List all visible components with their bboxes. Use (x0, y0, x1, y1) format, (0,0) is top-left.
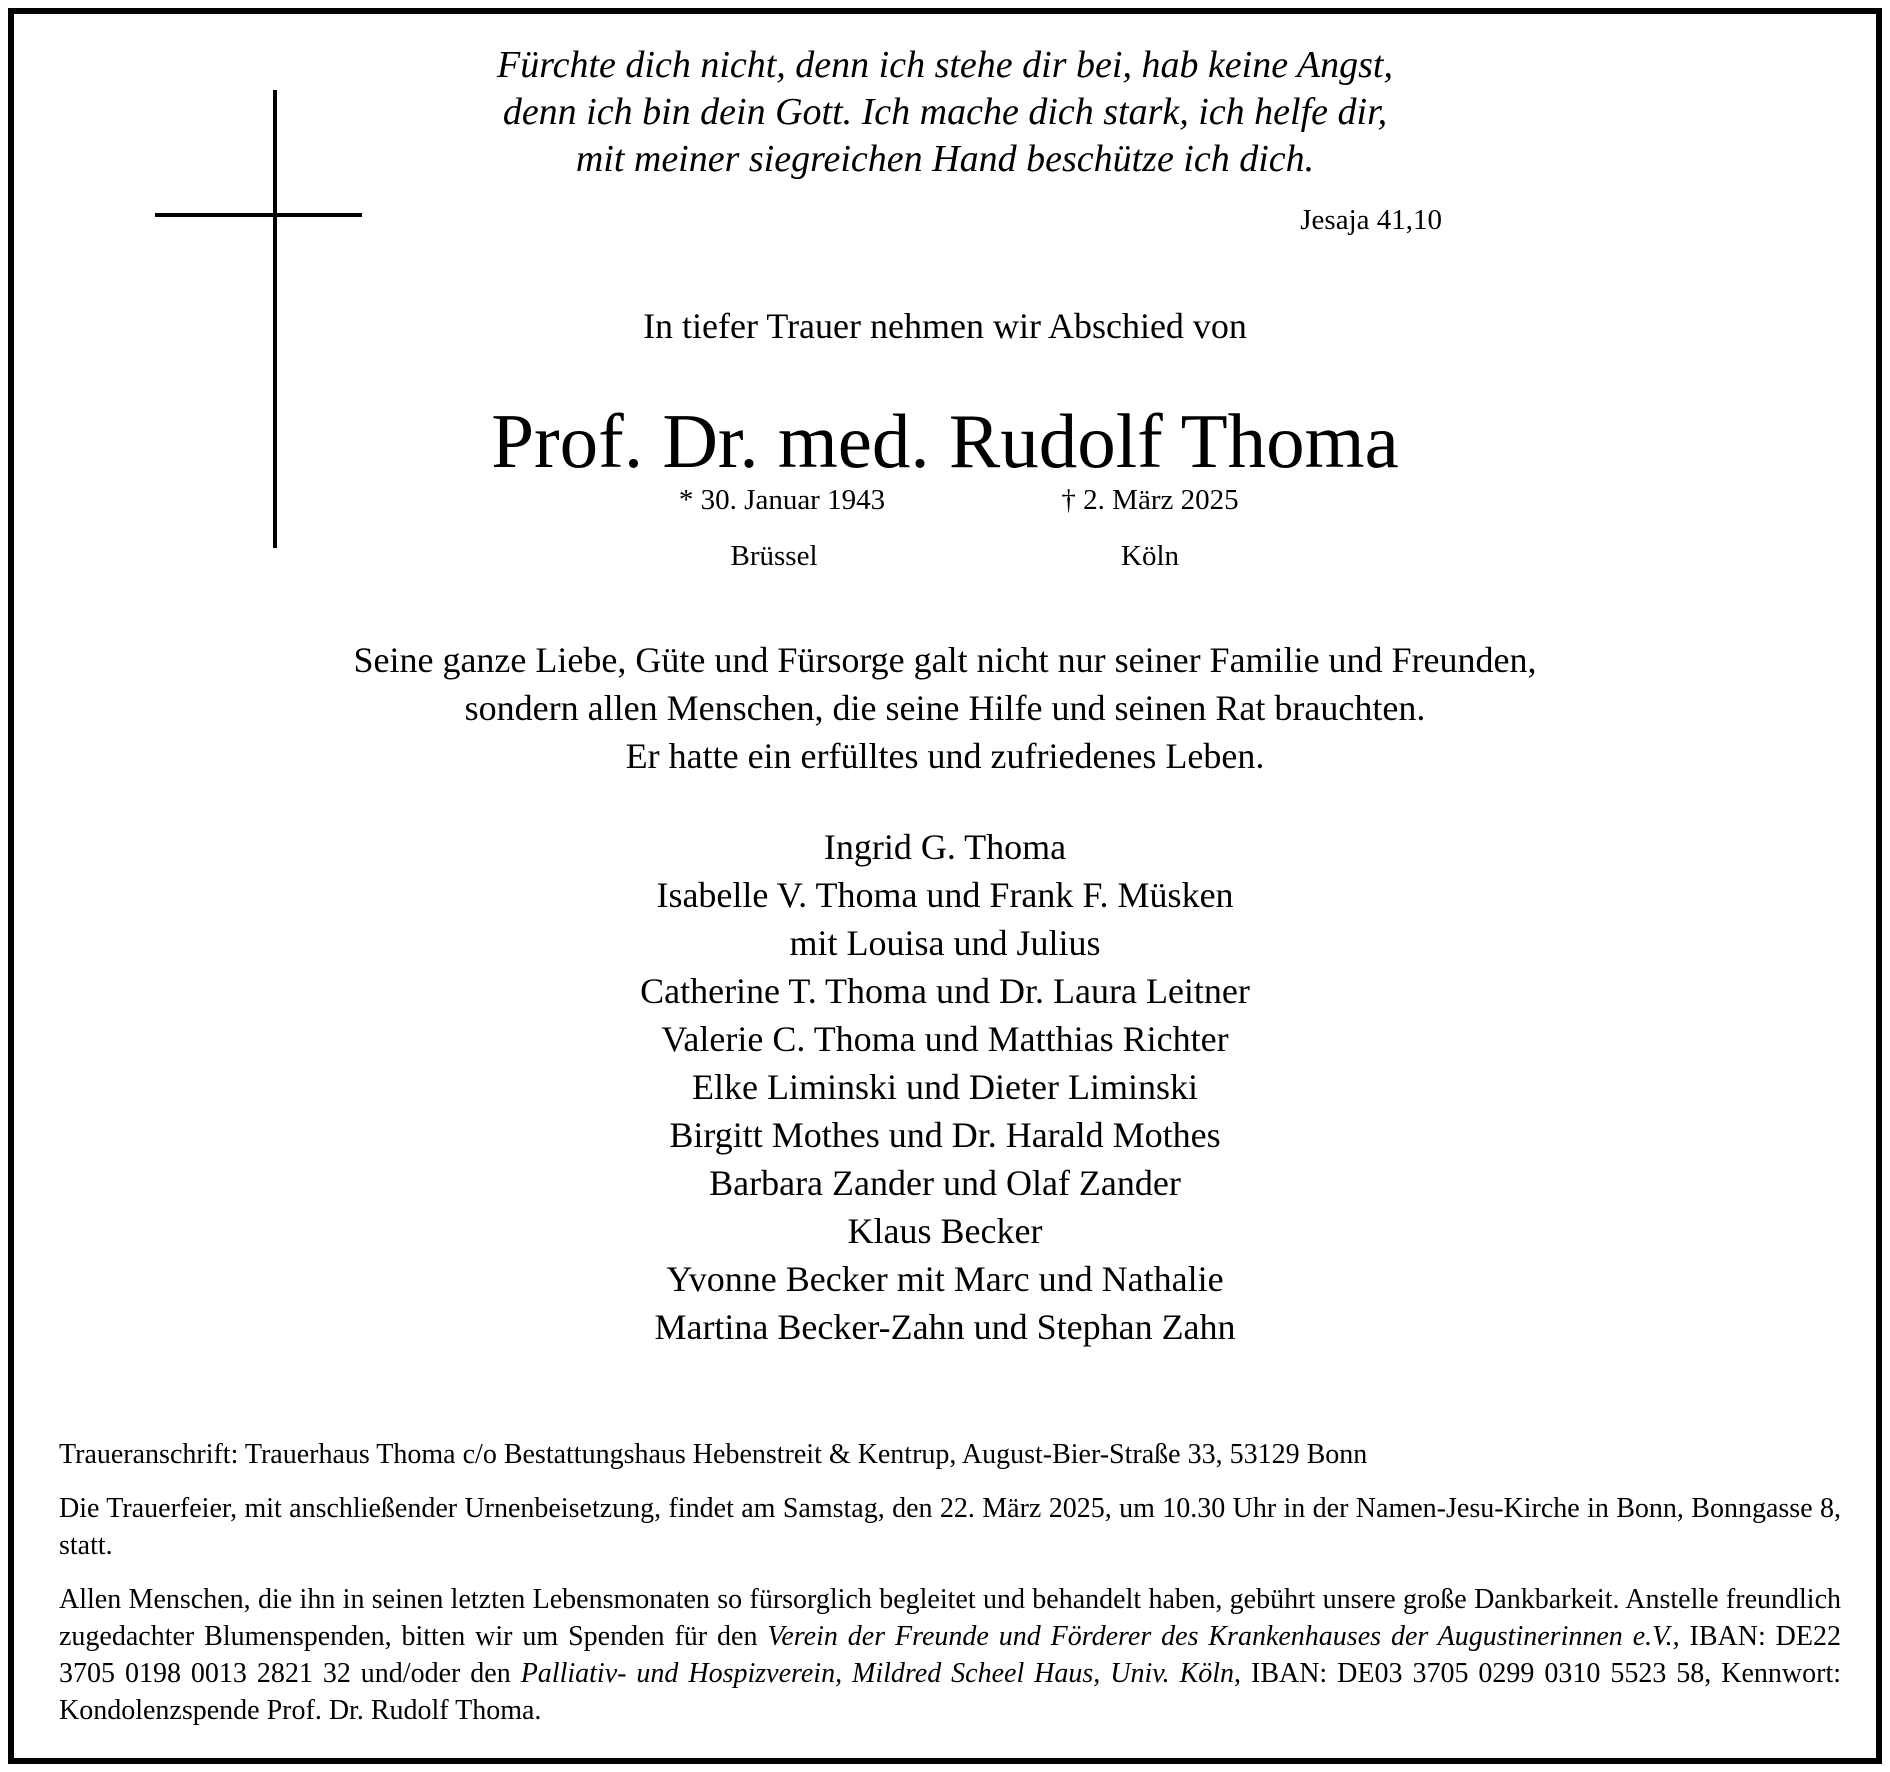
tribute-text (0, 636, 1890, 780)
donation-org: Verein der Freunde und Förderer des Krankenhauses der Augustinerinnen e.V. (767, 1621, 1673, 1652)
mourner: Birgitt Mothes und Dr. Harald Mothes (669, 1115, 1221, 1155)
tribute-line: Er hatte ein erfülltes und zufriedenes Leben. (625, 736, 1265, 776)
death-date: † 2. März 2025 (1061, 484, 1239, 516)
mourner: Martina Becker-Zahn und Stephan Zahn (654, 1307, 1236, 1347)
ceremony-info: Die Trauerfeier, mit anschließender Urnenbeisetzung, findet am Samstag, den 22. März 2025, um 10.30 Uhr in der Namen-Jesu-Kirche in Bonn, Bonngasse 8, statt. (59, 1493, 1841, 1561)
tribute-line: sondern allen Menschen, die seine Hilfe und seinen Rat brauchten. (464, 688, 1426, 728)
cross-icon-bar (155, 213, 362, 217)
mourner: mit Louisa und Julius (789, 923, 1101, 963)
mourner: Klaus Becker (847, 1211, 1043, 1251)
mourner: Elke Liminski und Dieter Liminski (692, 1067, 1198, 1107)
verse-line: Fürchte dich nicht, denn ich stehe dir bei, hab keine Angst, (497, 44, 1393, 86)
verse-line: denn ich bin dein Gott. Ich mache dich stark, ich helfe dir, (502, 91, 1388, 133)
donation-text: , IBAN: DE03 3705 0299 0310 5523 58, Kennwort: Kondolenzspende Prof. Dr. Rudolf Thoma. (59, 1658, 1842, 1726)
mourner: Yvonne Becker mit Marc und Nathalie (666, 1259, 1224, 1299)
tribute-line: Seine ganze Liebe, Güte und Fürsorge galt nicht nur seiner Familie und Freunden, (353, 640, 1537, 680)
mourner: Ingrid G. Thoma (823, 827, 1067, 867)
mourner: Barbara Zander und Olaf Zander (709, 1163, 1181, 1203)
mourners-list (0, 823, 1890, 1351)
mourner: Valerie C. Thoma und Matthias Richter (661, 1019, 1229, 1059)
deceased-name: Prof. Dr. med. Rudolf Thoma (491, 398, 1399, 484)
mourner: Isabelle V. Thoma und Frank F. Müsken (656, 875, 1234, 915)
verse-line: mit meiner siegreichen Hand beschütze ich dich. (575, 138, 1315, 180)
birth-place: Brüssel (730, 540, 818, 572)
death-place: Köln (1121, 540, 1179, 572)
bible-verse (0, 42, 1890, 183)
mourner: Catherine T. Thoma und Dr. Laura Leitner (640, 971, 1250, 1011)
donation-info (59, 1581, 1841, 1729)
intro-text: In tiefer Trauer nehmen wir Abschied von (643, 306, 1247, 346)
donation-org: Palliativ- und Hospizverein, Mildred Scheel Haus, Univ. Köln (520, 1658, 1235, 1689)
mourning-address: Traueranschrift: Trauerhaus Thoma c/o Bestattungshaus Hebenstreit & Kentrup, August-Bier-Straße 33, 53129 Bonn (59, 1439, 1368, 1470)
donation-text: , IBAN: DE22 3705 0198 0013 2821 32 und/oder den (59, 1621, 1842, 1689)
verse-reference: Jesaja 41,10 (1300, 204, 1442, 236)
donation-text: Allen Menschen, die ihn in seinen letzten Lebensmonaten so fürsorglich begleitet und behandelt haben, gebührt unsere große Dankbarkeit. Anstelle freundlich zugedachter Blumenspenden, bitten wir um Spenden für den (59, 1584, 1841, 1652)
birth-date: * 30. Januar 1943 (678, 484, 886, 516)
